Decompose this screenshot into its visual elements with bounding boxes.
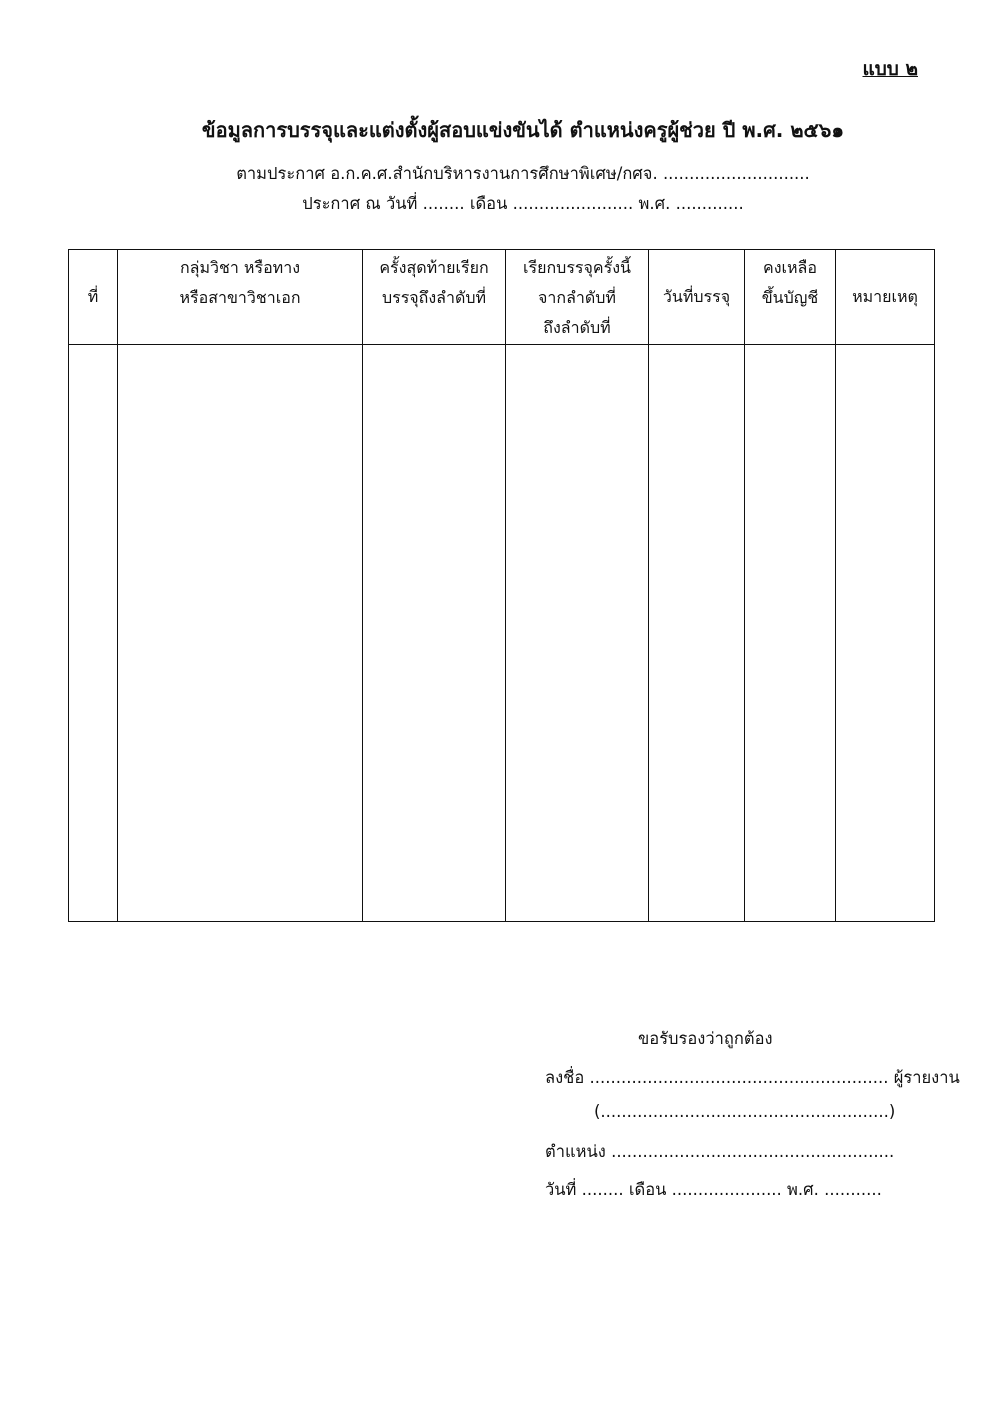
table-cell [836,345,935,922]
header-current-call-line: ถึงลำดับที่ [543,318,611,337]
table-cell [363,345,506,922]
header-current-call-line: จากลำดับที่ [538,288,616,307]
header-appointment-date [649,250,745,345]
table-cell [649,345,745,922]
table-cell [745,345,836,922]
header-subject-group-line: หรือสาขาวิชาเอก [179,288,301,307]
header-remarks [836,250,935,345]
table-header-row [69,250,935,345]
header-last-called-line: บรรจุถึงลำดับที่ [381,288,487,307]
appointment-table [68,249,935,922]
printed-name-line: (.......................................................) [594,1102,896,1121]
form-code: แบบ ๒ [862,58,918,80]
table-cell [118,345,363,922]
document-title: ข้อมูลการบรรจุและแต่งตั้งผู้สอบแข่งขันได้ ตำแหน่งครูผู้ช่วย ปี พ.ศ. ๒๕๖๑ [201,118,845,142]
header-current-call [506,250,649,345]
announcement-line: ตามประกาศ อ.ก.ค.ศ.สำนักบริหารงานการศึกษาพิเศษ/กศจ. ............................ [236,164,810,183]
date-line: วันที่ ........ เดือน ..................... พ.ศ. ........... [545,1180,882,1199]
position-line: ตำแหน่ง ...................................................... [545,1142,895,1161]
signature-line: ลงชื่อ ......................................................... ผู้รายงาน [545,1068,960,1087]
header-remaining-line: ขึ้นบัญชี [761,288,819,307]
table-cell [69,345,118,922]
header-current-call-line: เรียกบรรจุครั้งนี้ [523,258,631,277]
header-no [69,250,118,345]
header-appointment-date-line: วันที่บรรจุ [662,287,731,306]
header-subject-group-line: กลุ่มวิชา หรือทาง [179,258,301,277]
table-cell [506,345,649,922]
header-no-line: ที่ [87,287,99,306]
header-last-called-line: ครั้งสุดท้ายเรียก [379,258,489,277]
header-remarks-line: หมายเหตุ [852,287,918,306]
header-remaining-line: คงเหลือ [763,258,817,277]
table-body-row [69,345,935,922]
certification-heading: ขอรับรองว่าถูกต้อง [638,1029,773,1048]
header-remaining [745,250,836,345]
header-last-called [363,250,506,345]
header-subject-group [118,250,363,345]
announcement-date-line: ประกาศ ณ วันที่ ........ เดือน ....................... พ.ศ. ............. [302,194,744,213]
